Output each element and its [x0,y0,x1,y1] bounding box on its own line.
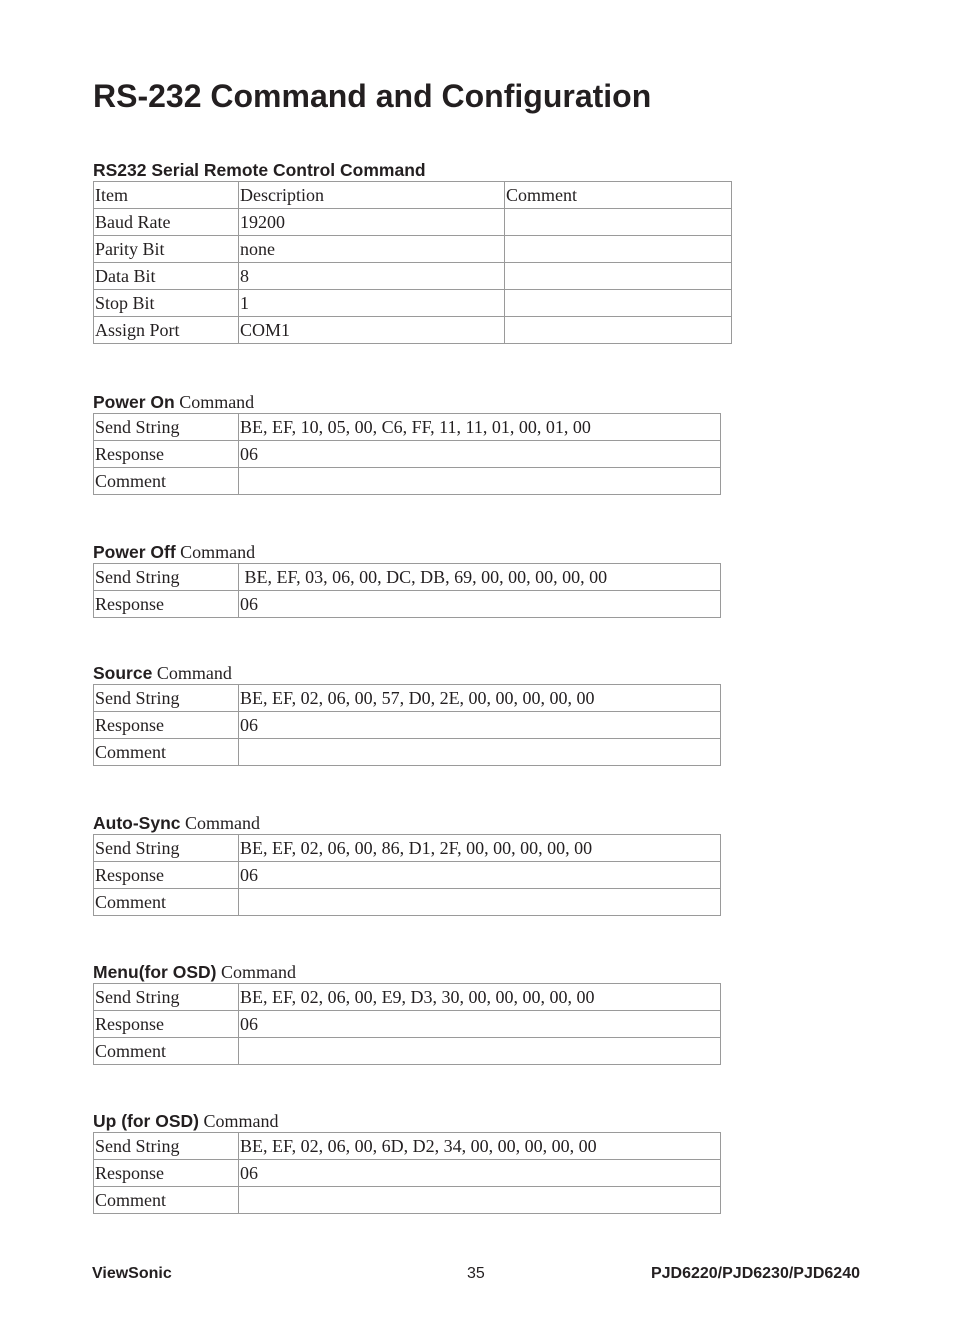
page-title: RS-232 Command and Configuration [93,78,652,114]
table-cell: BE, EF, 03, 06, 00, DC, DB, 69, 00, 00, 00, 00, 00 [239,564,721,591]
power-on-table [93,413,721,495]
up-osd-heading [93,1110,721,1132]
table-cell [505,236,732,263]
command-name: Power On [93,392,175,412]
table-cell: Send String [94,414,239,441]
serial-settings-heading [93,159,732,181]
table-row [94,739,721,766]
table-row [94,290,732,317]
table-cell: BE, EF, 02, 06, 00, E9, D3, 30, 00, 00, 00, 00, 00 [239,984,721,1011]
table-row [94,317,732,344]
command-name: Menu(for OSD) [93,962,217,982]
menu-osd-table [93,983,721,1065]
table-row [94,1160,721,1187]
table-row [94,591,721,618]
table-cell: Send String [94,1133,239,1160]
table-row [94,1011,721,1038]
table-row [94,1187,721,1214]
table-cell: Stop Bit [94,290,239,317]
table-cell: BE, EF, 02, 06, 00, 6D, D2, 34, 00, 00, 00, 00, 00 [239,1133,721,1160]
table-row [94,1133,721,1160]
table-cell [239,1038,721,1065]
power-off-heading [93,541,721,563]
command-name: Source [93,663,153,683]
table-cell: Response [94,1160,239,1187]
table-cell: Comment [94,1038,239,1065]
table-row [94,441,721,468]
table-cell: Comment [94,889,239,916]
footer-models: PJD6220/PJD6230/PJD6240 [650,1265,860,1282]
table-cell: Response [94,441,239,468]
command-suffix: Command [220,962,296,982]
table-cell: 06 [239,1011,721,1038]
table-row [94,862,721,889]
table-cell: 06 [239,862,721,889]
table-cell: none [239,236,505,263]
menu-osd-section [93,961,721,1065]
table-row [94,468,721,495]
up-osd-section [93,1110,721,1214]
source-section [93,662,721,766]
power-off-section [93,541,721,618]
table-cell: Send String [94,984,239,1011]
table-cell: Response [94,1011,239,1038]
table-row [94,564,721,591]
table-cell: Comment [94,1187,239,1214]
serial-settings-table [93,181,732,344]
table-row [94,685,721,712]
table-row [94,712,721,739]
table-cell [505,290,732,317]
table-row [94,209,732,236]
table-cell: 06 [239,591,721,618]
table-cell: 1 [239,290,505,317]
table-cell: Send String [94,835,239,862]
table-cell [239,739,721,766]
command-name: Power Off [93,542,176,562]
command-name: Up (for OSD) [93,1111,199,1131]
table-row [94,1038,721,1065]
table-cell: BE, EF, 10, 05, 00, C6, FF, 11, 11, 01, 00, 01, 00 [239,414,721,441]
table-row [94,263,732,290]
auto-sync-section [93,812,721,916]
table-cell: Data Bit [94,263,239,290]
power-on-section [93,391,721,495]
command-suffix: Command [156,663,232,683]
table-cell: COM1 [239,317,505,344]
table-row [94,984,721,1011]
auto-sync-heading [93,812,721,834]
table-cell [505,209,732,236]
table-header-cell: Description [239,182,505,209]
table-cell: BE, EF, 02, 06, 00, 57, D0, 2E, 00, 00, 00, 00, 00 [239,685,721,712]
table-row [94,236,732,263]
table-row [94,889,721,916]
table-cell: Parity Bit [94,236,239,263]
power-on-heading [93,391,721,413]
table-cell: Response [94,862,239,889]
command-name: Auto-Sync [93,813,181,833]
table-cell: 19200 [239,209,505,236]
table-header-cell: Item [94,182,239,209]
table-cell: Send String [94,685,239,712]
table-cell [239,889,721,916]
table-cell: 06 [239,712,721,739]
command-suffix: Command [179,392,255,412]
table-cell [505,317,732,344]
table-cell [239,468,721,495]
table-row [94,414,721,441]
up-osd-table [93,1132,721,1214]
table-row [94,835,721,862]
table-cell: Baud Rate [94,209,239,236]
table-cell: Response [94,712,239,739]
table-header-cell: Comment [505,182,732,209]
table-cell [505,263,732,290]
source-table [93,684,721,766]
auto-sync-table [93,834,721,916]
power-off-table [93,563,721,618]
serial-settings-section [93,159,732,344]
table-cell: Assign Port [94,317,239,344]
table-cell [239,1187,721,1214]
command-suffix: Command [185,813,260,833]
command-suffix: Command [180,542,256,562]
table-cell: 8 [239,263,505,290]
source-heading [93,662,721,684]
footer-page-number: 35 [467,1265,485,1282]
table-cell: Comment [94,468,239,495]
table-header-row [94,182,732,209]
table-cell: 06 [239,1160,721,1187]
table-cell: Comment [94,739,239,766]
menu-osd-heading [93,961,721,983]
table-cell: Send String [94,564,239,591]
table-cell: 06 [239,441,721,468]
table-cell: BE, EF, 02, 06, 00, 86, D1, 2F, 00, 00, 00, 00, 00 [239,835,721,862]
table-cell: Response [94,591,239,618]
footer-brand: ViewSonic [92,1265,172,1282]
serial-settings-heading-text: RS232 Serial Remote Control Command [93,160,426,180]
command-suffix: Command [203,1111,279,1131]
